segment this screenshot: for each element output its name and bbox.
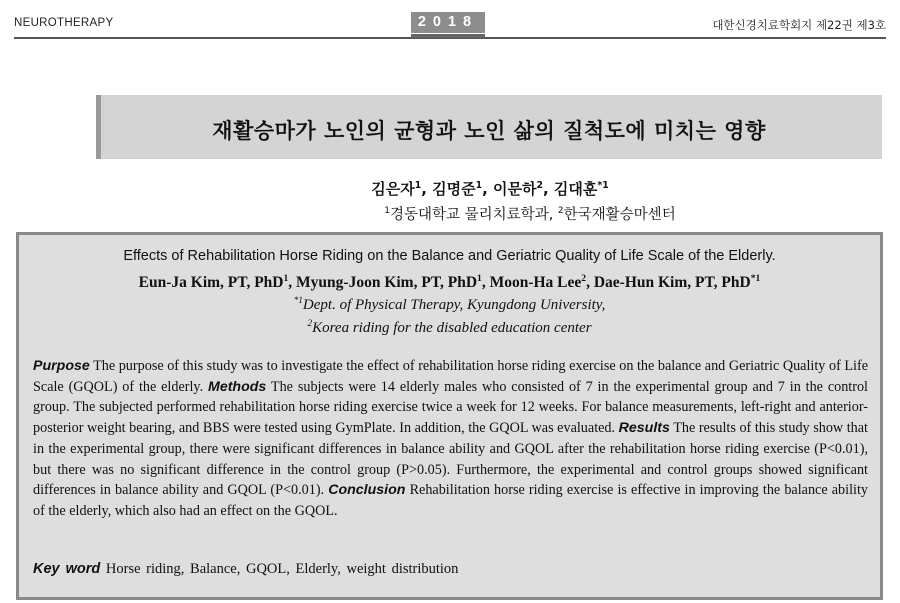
korean-affiliations: $^1$경동대학교 물리치료학과, $^2$한국재활승마센터 xyxy=(384,206,676,223)
journal-name: NEUROTHERAPY xyxy=(14,17,114,29)
affiliation-text: 경동대학교 물리치료학과 xyxy=(390,207,549,223)
author-superscript: 2 xyxy=(536,180,543,191)
affiliation-superscript: 2 xyxy=(557,206,564,217)
keywords xyxy=(33,561,458,578)
author-name: 김은자 xyxy=(371,180,415,198)
author-superscript: 1 xyxy=(414,180,422,191)
author-name: 김명준 xyxy=(432,180,476,198)
author-name: Eun-Ja Kim, PT, PhD xyxy=(138,274,284,291)
methods-label: Methods xyxy=(208,378,267,395)
author-superscript: 1 xyxy=(475,180,483,191)
affiliation-text: Korea riding for the disabled education center xyxy=(312,320,592,336)
author-superscript: 1 xyxy=(477,272,482,284)
journal-issue: 대한신경치료학회지 제22권 제3호 xyxy=(712,18,886,32)
english-affiliation-1 xyxy=(16,297,883,314)
affiliation-text: 한국재활승마센터 xyxy=(563,207,676,223)
purpose-label: Purpose xyxy=(33,358,90,374)
keywords-label: Key word xyxy=(33,561,101,577)
results-label: Results xyxy=(618,420,670,437)
author-name: 이문하 xyxy=(493,180,537,198)
purpose-text: The purpose of this study was to investigate the effect of rehabilitation horse riding exercise on the balance and Geriatric Quality of Life Scale (GQOL) of the elderly. xyxy=(33,358,868,395)
affiliation-superscript: *1 xyxy=(293,296,303,306)
author-superscript: 2 xyxy=(581,272,587,284)
affiliation-superscript: 1 xyxy=(384,206,391,217)
conclusion-text: Rehabilitation horse riding exercise is effective in improving the balance ability of the elderly, which also had an effect on the GQOL. xyxy=(33,482,868,519)
korean-authors: 김은자$^1$, 김명준$^1$, 이문하$^2$, 김대훈$^{*1}$ xyxy=(371,180,609,198)
affiliation-superscript: 2 xyxy=(307,319,313,329)
affiliation-text: Dept. of Physical Therapy, Kyungdong University, xyxy=(302,297,606,313)
author-name: Myung-Joon Kim, PT, PhD xyxy=(296,274,478,291)
results-text: The results of this study show that in the experimental group, there were significant differences in balance ability and GQOL after the rehabilitation horse riding exercise (P<0.01), but there was no significant difference in the control group (P>0.05). Furthermore, the experimental and control groups showed significant differences in balance ability and GQOL (P<0.01). xyxy=(33,420,868,499)
korean-title: 재활승마가 노인의 균형과 노인 삶의 질척도에 미치는 영향 xyxy=(212,119,766,143)
english-title: Effects of Rehabilitation Horse Riding on the Balance and Geriatric Quality of Life Scale of the Elderly. xyxy=(123,248,776,264)
english-authors: Eun-Ja Kim, PT, PhD$^1$, Myung-Joon Kim, PT, PhD$^1$, Moon-Ha Lee$^2$, Dae-Hun Kim, PT, PhD$^{*1}$ xyxy=(138,272,761,291)
author-superscript: 1 xyxy=(283,272,289,284)
year-badge: 2018 xyxy=(411,12,485,33)
abstract-body xyxy=(33,356,868,522)
author-name: 김대훈 xyxy=(553,180,598,198)
methods-text: The subjects were 14 elderly males who consisted of 7 in the experimental group and 7 in the control group. The subjected performed rehabilitation horse riding exercise twice a week for 12 weeks. For balance measurements, left-right and anterior-posterior weight bearing, and BBS were tested using GymPlate. In addition, the GQOL was evaluated. xyxy=(33,378,869,437)
year-badge-underline xyxy=(411,34,485,38)
keywords-text: Horse riding, Balance, GQOL, Elderly, weight distribution xyxy=(100,561,459,577)
english-affiliation-2 xyxy=(16,320,883,337)
author-name: Moon-Ha Lee xyxy=(489,274,582,291)
conclusion-label: Conclusion xyxy=(328,482,406,499)
author-superscript: *1 xyxy=(597,180,609,191)
author-name: Dae-Hun Kim, PT, PhD xyxy=(593,274,751,291)
author-superscript: *1 xyxy=(750,272,761,284)
